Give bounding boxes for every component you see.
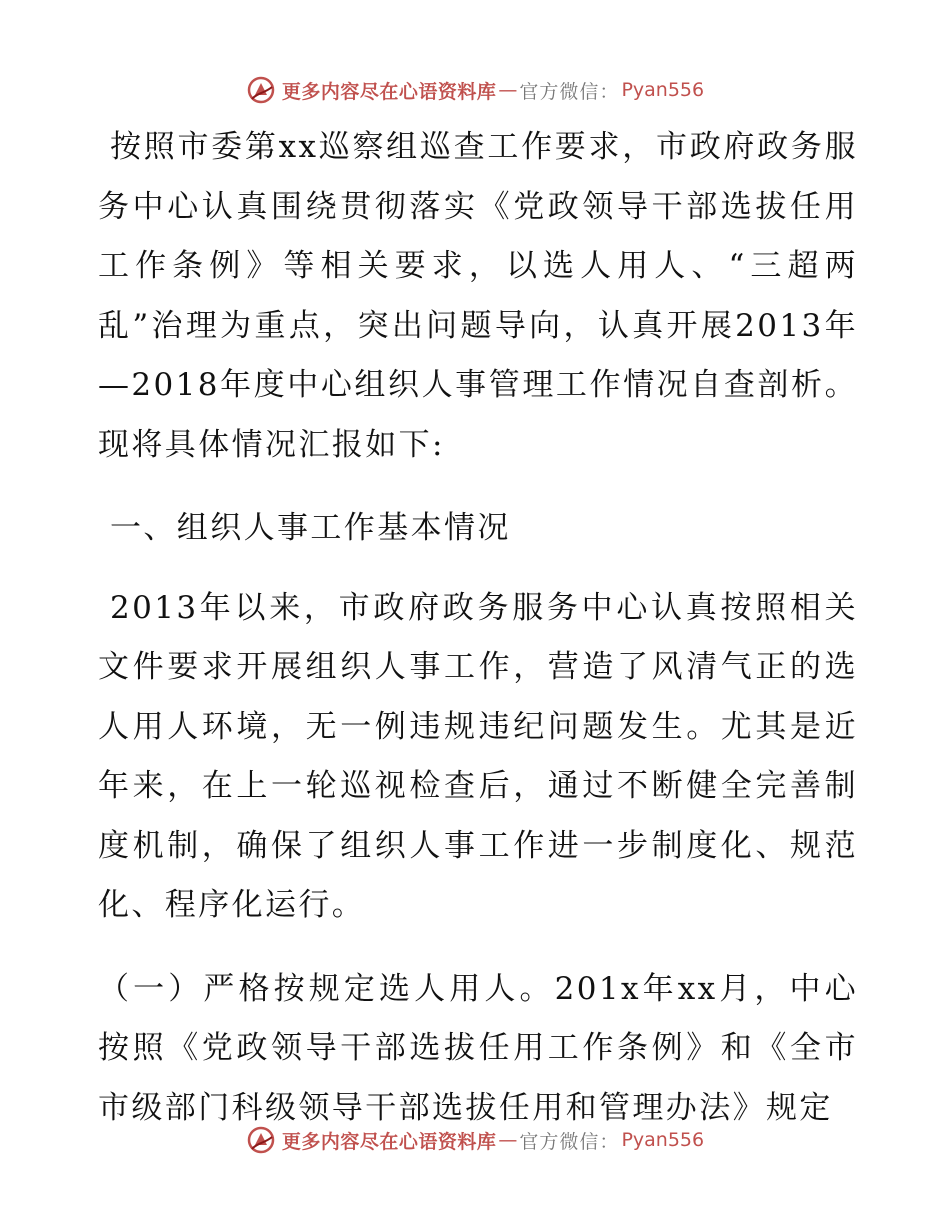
document-body bbox=[98, 118, 858, 1138]
paragraph-overview: 2013年以来，市政府政务服务中心认真按照相关文件要求开展组织人事工作，营造了风清气正的选人用人环境，无一例违规违纪问题发生。尤其是近年来，在上一轮巡视检查后，通过不断健全完善制度机制，确保了组织人事工作进一步制度化、规范化、程序化运行。 bbox=[98, 589, 858, 923]
logo-icon bbox=[246, 1125, 276, 1155]
logo-icon bbox=[246, 75, 276, 105]
watermark-header bbox=[0, 70, 950, 110]
watermark-official: 官方微信： bbox=[519, 1130, 620, 1153]
paragraph-item-1: （一）严格按规定选人用人。201x年xx月，中心按照《党政领导干部选拔任用工作条例》和《全市市级部门科级领导干部选拔任用和管理办法》规定 bbox=[98, 970, 858, 1126]
watermark-dash: — bbox=[498, 79, 518, 101]
watermark-site: 更多内容尽在心语资料库 bbox=[281, 1130, 497, 1153]
watermark-official: 官方微信： bbox=[519, 80, 620, 103]
watermark-site: 更多内容尽在心语资料库 bbox=[281, 80, 497, 103]
watermark-dash: — bbox=[498, 1129, 518, 1151]
watermark-id: Pyan556 bbox=[621, 79, 705, 101]
watermark-footer bbox=[0, 1120, 950, 1160]
watermark-id: Pyan556 bbox=[621, 1129, 705, 1151]
paragraph-intro: 按照市委第xx巡察组巡查工作要求，市政府政务服务中心认真围绕贯彻落实《党政领导干部选拔任用工作条例》等相关要求，以选人用人、“三超两乱”治理为重点，突出问题导向，认真开展2013年—2018年度中心组织人事管理工作情况自查剖析。现将具体情况汇报如下: bbox=[98, 129, 858, 463]
section-heading: 一、组织人事工作基本情况 bbox=[110, 510, 511, 546]
